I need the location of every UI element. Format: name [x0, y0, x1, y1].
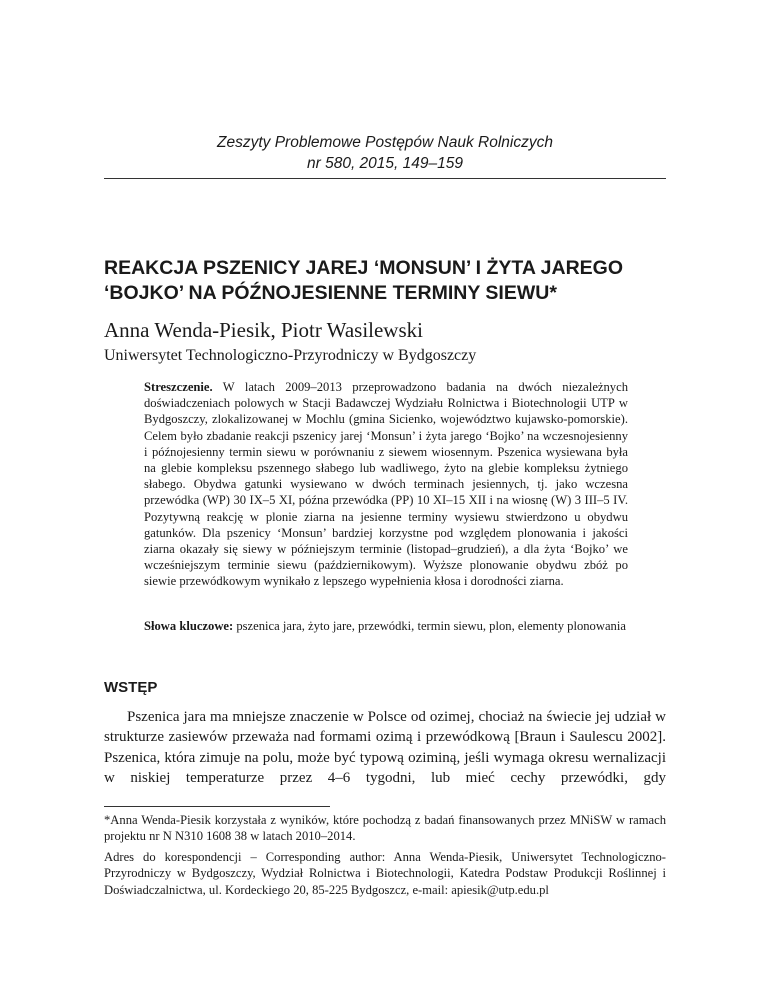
journal-name: Zeszyty Problemowe Postępów Nauk Rolniczych	[217, 134, 553, 151]
correspondence-address: Adres do korespondencji – Corresponding author: Anna Wenda-Piesik, Uniwersytet Technologiczno-Przyrodniczy w Bydgoszczy, Wydział Rolnictwa i Biotechnologii, Katedra Podstaw Produkcji Roślinnej i Doświadczalnictwa, ul. Kordeckiego 20, 85-225 Bydgoszcz, e-mail: apiesik@utp.edu.pl	[104, 850, 666, 897]
footnote-rule	[104, 806, 330, 807]
section-heading: WSTĘP	[104, 679, 158, 696]
abstract-label: Streszczenie.	[144, 380, 213, 394]
title-line-1: REAKCJA PSZENICY JAREJ ‘MONSUN’ I ŻYTA JAREGO	[104, 257, 624, 279]
article-title	[104, 256, 666, 306]
keywords	[144, 618, 628, 634]
funding-footnote: *Anna Wenda-Piesik korzystała z wyników, które pochodzą z badań finansowanych przez MNiSW w ramach projektu nr N N310 1608 38 w latach 2010–2014.	[104, 813, 666, 844]
body-paragraph: Pszenica jara ma mniejsze znaczenie w Polsce od ozimej, chociaż na świecie jej udział w strukturze zasiewów przeważa nad formami ozimą i przewódkową [Braun i Saulescu 2002]. Pszenica, która zimuje na polu, może być typową oziminą, jeśli wymaga okresu wernalizacji w niskiej temperaturze przez 4–6 tygodni, lub mieć cechy przewódki, gdy	[104, 709, 666, 787]
affiliation: Uniwersytet Technologiczno-Przyrodniczy w Bydgoszczy	[104, 347, 477, 364]
abstract	[144, 379, 628, 590]
keywords-text: pszenica jara, żyto jare, przewódki, termin siewu, plon, elementy plonowania	[233, 619, 626, 633]
title-line-2: ‘BOJKO’ NA PÓŹNOJESIENNE TERMINY SIEWU*	[104, 282, 557, 304]
abstract-text: W latach 2009–2013 przeprowadzono badania na dwóch niezależnych doświadczeniach polowych w Stacji Badawczej Wydziału Rolnictwa i Biotechnologii UTP w Bydgoszczy, zlokalizowanej w Mochlu (gmina Sicienko, województwo kujawsko-pomorskie). Celem było zbadanie reakcji pszenicy jarej ‘Monsun’ i żyta jarego ‘Bojko’ na wczesnojesienny i późnojesienny termin siewu w porównaniu z siewem wiosennym. Pszenica wysiewana była na glebie kompleksu pszennego słabego lub wadliwego, żyto na glebie kompleksu żytniego słabego. Obydwa gatunki wysiewano w dwóch terminach jesiennych, tj. jako wczesna przewódka (WP) 30 IX–5 XI, późna przewódka (PP) 10 XI–15 XII i na wiosnę (W) 3 III–5 IV. Pozytywną reakcję w plonie ziarna na jesienne terminy wysiewu stwierdzono u obydwu gatunków. Dla pszenicy ‘Monsun’ bardziej korzystne pod względem plonowania i jakości ziarna okazały się siewy w późniejszym terminie (listopad–grudzień), a dla żyta ‘Bojko’ we wcześniejszym terminie siewu (październikowym). Wyższe plonowanie obydwu zbóż po siewie przewódkowym wynikało z lepszego wypełnienia kłosa i dorodności ziarna.	[144, 380, 628, 589]
journal-issue: nr 580, 2015, 149–159	[307, 155, 463, 172]
header-rule	[104, 178, 666, 179]
authors: Anna Wenda-Piesik, Piotr Wasilewski	[104, 318, 423, 342]
keywords-label: Słowa kluczowe:	[144, 619, 234, 633]
journal-header	[104, 132, 666, 174]
